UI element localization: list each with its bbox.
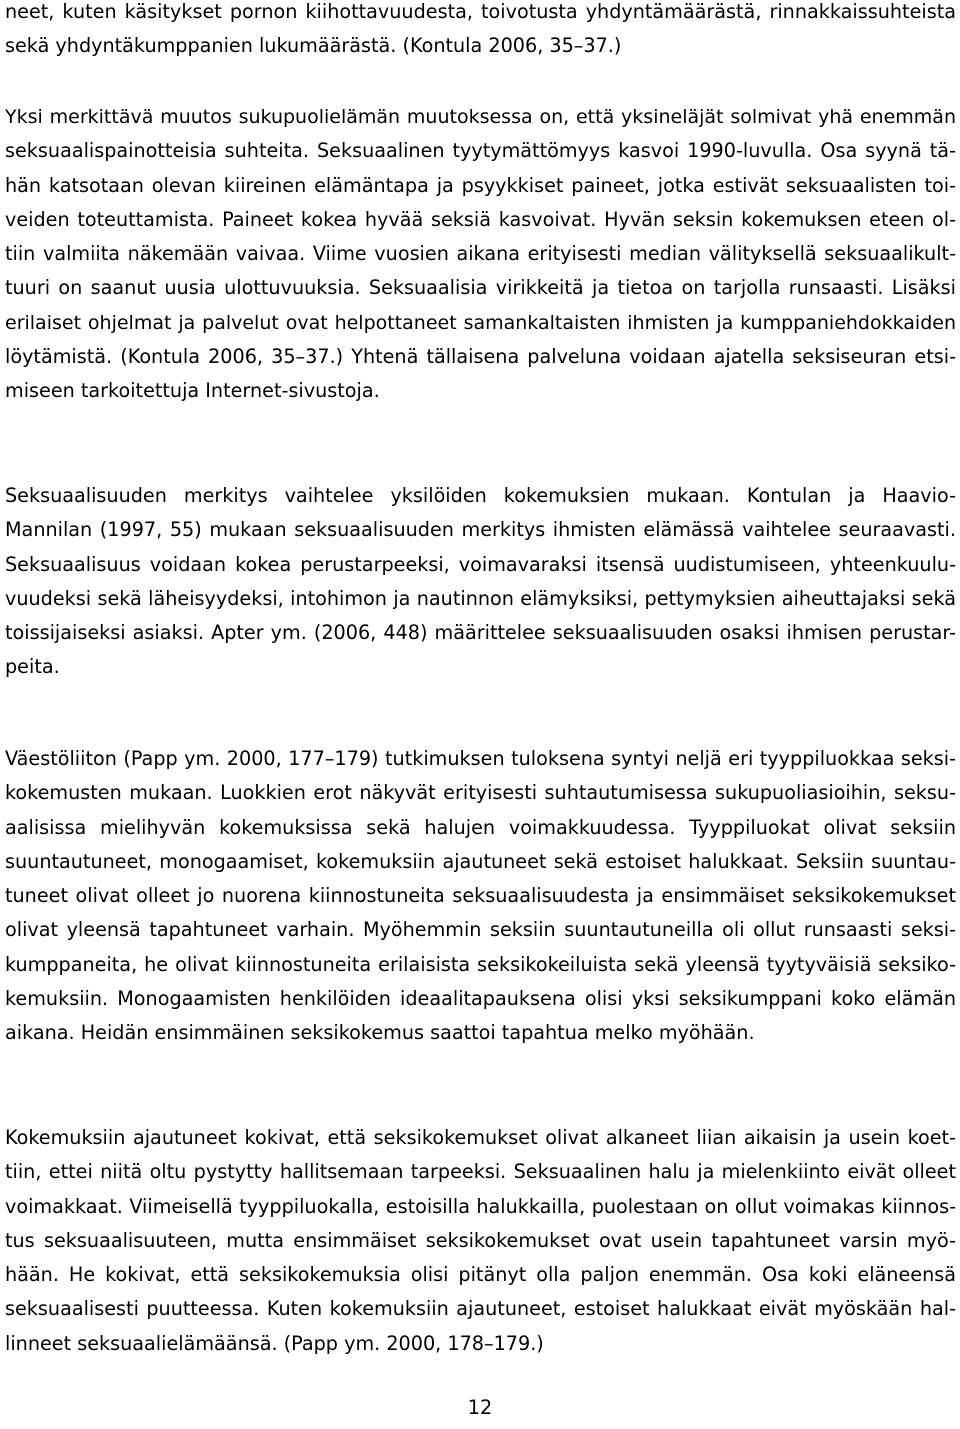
text-line: Kokemuksiin ajautuneet kokivat, että seksikokemukset olivat alkaneet liian aikaisin ja usein koet- xyxy=(5,1126,956,1149)
text-line: sekä yhdyntäkumppanien lukumäärästä. (Kontula 2006, 35–37.) xyxy=(5,34,622,58)
paragraph-4 xyxy=(5,742,956,1051)
text-line: Väestöliiton (Papp ym. 2000, 177–179) tutkimuksen tuloksena syntyi neljä eri tyyppiluokkaa seksi- xyxy=(5,747,956,770)
text-line: tiin, ettei niitä oltu pystytty hallitsemaan tarpeeksi. Seksuaalinen halu ja mielenkiinto eivät olleet xyxy=(5,1160,956,1184)
text-line: seksuaalispainotteisia suhteita. Seksuaalinen tyytymättömyys kasvoi 1990-luvulla. Osa syynä tä- xyxy=(5,139,956,163)
text-line: toissijaiseksi asiaksi. Apter ym. (2006, 448) määrittelee seksuaalisuuden osaksi ihmisen perustar- xyxy=(5,621,956,645)
text-line: löytämistä. (Kontula 2006, 35–37.) Yhtenä tällaisena palveluna voidaan ajatella seksiseuran etsi- xyxy=(5,345,956,369)
text-line: olivat yleensä tapahtuneet varhain. Myöhemmin seksiin suuntautuneilla oli ollut runsaasti seksi- xyxy=(5,918,956,942)
text-line: peita. xyxy=(5,655,60,679)
text-line: neet, kuten käsitykset pornon kiihottavuudesta, toivotusta yhdyntämäärästä, rinnakkaissuhteista xyxy=(5,0,956,23)
text-line: kumppaneita, he olivat kiinnostuneita erilaisista seksikokeiluista sekä yleensä tyytyväisiä seksiko- xyxy=(5,952,956,976)
text-line: hään. He kokivat, että seksikokemuksia olisi pitänyt olla paljon enemmän. Osa koki eläneensä xyxy=(5,1263,956,1287)
text-line: kemuksiin. Monogaamisten henkilöiden ideaalitapauksena olisi yksi seksikumppani koko elämän xyxy=(5,987,956,1011)
text-line: aalisissa mielihyvän kokemuksissa sekä halujen voimakkuudessa. Tyyppiluokat olivat seksiin xyxy=(5,815,956,839)
text-line: tuuri on saanut uusia ulottuvuuksia. Seksuaalisia virikkeitä ja tietoa on tarjolla runsaasti. Lisäksi xyxy=(5,276,956,300)
text-line: vuudeksi sekä läheisyydeksi, intohimon ja nautinnon elämyksiksi, pettymyksien aiheuttajaksi sekä xyxy=(5,586,956,610)
paragraph-2 xyxy=(5,100,956,409)
text-line: hän katsotaan olevan kiireinen elämäntapa ja psyykkiset paineet, jotka estivät seksuaalisten toi- xyxy=(5,173,956,197)
text-line: kokemusten mukaan. Luokkien erot näkyvät erityisesti suhtautumisessa sukupuoliasioihin, seksu- xyxy=(5,781,956,805)
text-line: linneet seksuaalielämäänsä. (Papp ym. 2000, 178–179.) xyxy=(5,1331,544,1355)
text-line: miseen tarkoitettuja Internet-sivustoja. xyxy=(5,379,380,403)
paragraph-5 xyxy=(5,1121,956,1361)
text-line: Yksi merkittävä muutos sukupuolielämän muutoksessa on, että yksineläjät solmivat yhä enemmän xyxy=(5,106,956,128)
text-line: suuntautuneet, monogaamiset, kokemuksiin ajautuneet sekä estoiset halukkaat. Seksiin suuntau- xyxy=(5,849,956,873)
paragraph-3 xyxy=(5,479,956,685)
text-line: tus seksuaalisuuteen, mutta ensimmäiset seksikokemukset ovat usein tapahtuneet varsin myö- xyxy=(5,1228,956,1252)
text-line: Mannilan (1997, 55) mukaan seksuaalisuuden merkitys ihmisten elämässä vaihtelee seuraavasti. xyxy=(5,518,956,542)
text-line: Seksuaalisuuden merkitys vaihtelee yksilöiden kokemuksien mukaan. Kontulan ja Haavio- xyxy=(5,484,956,507)
text-line: voimakkaat. Viimeisellä tyyppiluokalla, estoisilla halukkailla, puolestaan on ollut voimakas kiinnos- xyxy=(5,1194,956,1218)
text-line: veiden toteuttamista. Paineet kokea hyvää seksiä kasvoivat. Hyvän seksin kokemuksen eteen ol- xyxy=(5,207,956,231)
text-line: aikana. Heidän ensimmäinen seksikokemus saattoi tapahtua melko myöhään. xyxy=(5,1021,755,1045)
paragraph-1 xyxy=(5,0,956,64)
text-line: tiin valmiita näkemään vaivaa. Viime vuosien aikana erityisesti median välityksellä seksuaalikult- xyxy=(5,242,956,266)
text-line: seksuaalisesti puutteessa. Kuten kokemuksiin ajautuneet, estoiset halukkaat eivät myöskään hal- xyxy=(5,1297,956,1321)
text-line: erilaiset ohjelmat ja palvelut ovat helpottaneet samankaltaisten ihmisten ja kumppaniehdokkaiden xyxy=(5,311,956,334)
text-line: tuneet olivat olleet jo nuorena kiinnostuneita seksuaalisuudesta ja ensimmäiset seksikokemukset xyxy=(5,884,956,908)
page-number: 12 xyxy=(467,1396,493,1419)
text-line: Seksuaalisuus voidaan kokea perustarpeeksi, voimavaraksi itsensä uudistumiseen, yhteenkuulu- xyxy=(5,552,956,576)
